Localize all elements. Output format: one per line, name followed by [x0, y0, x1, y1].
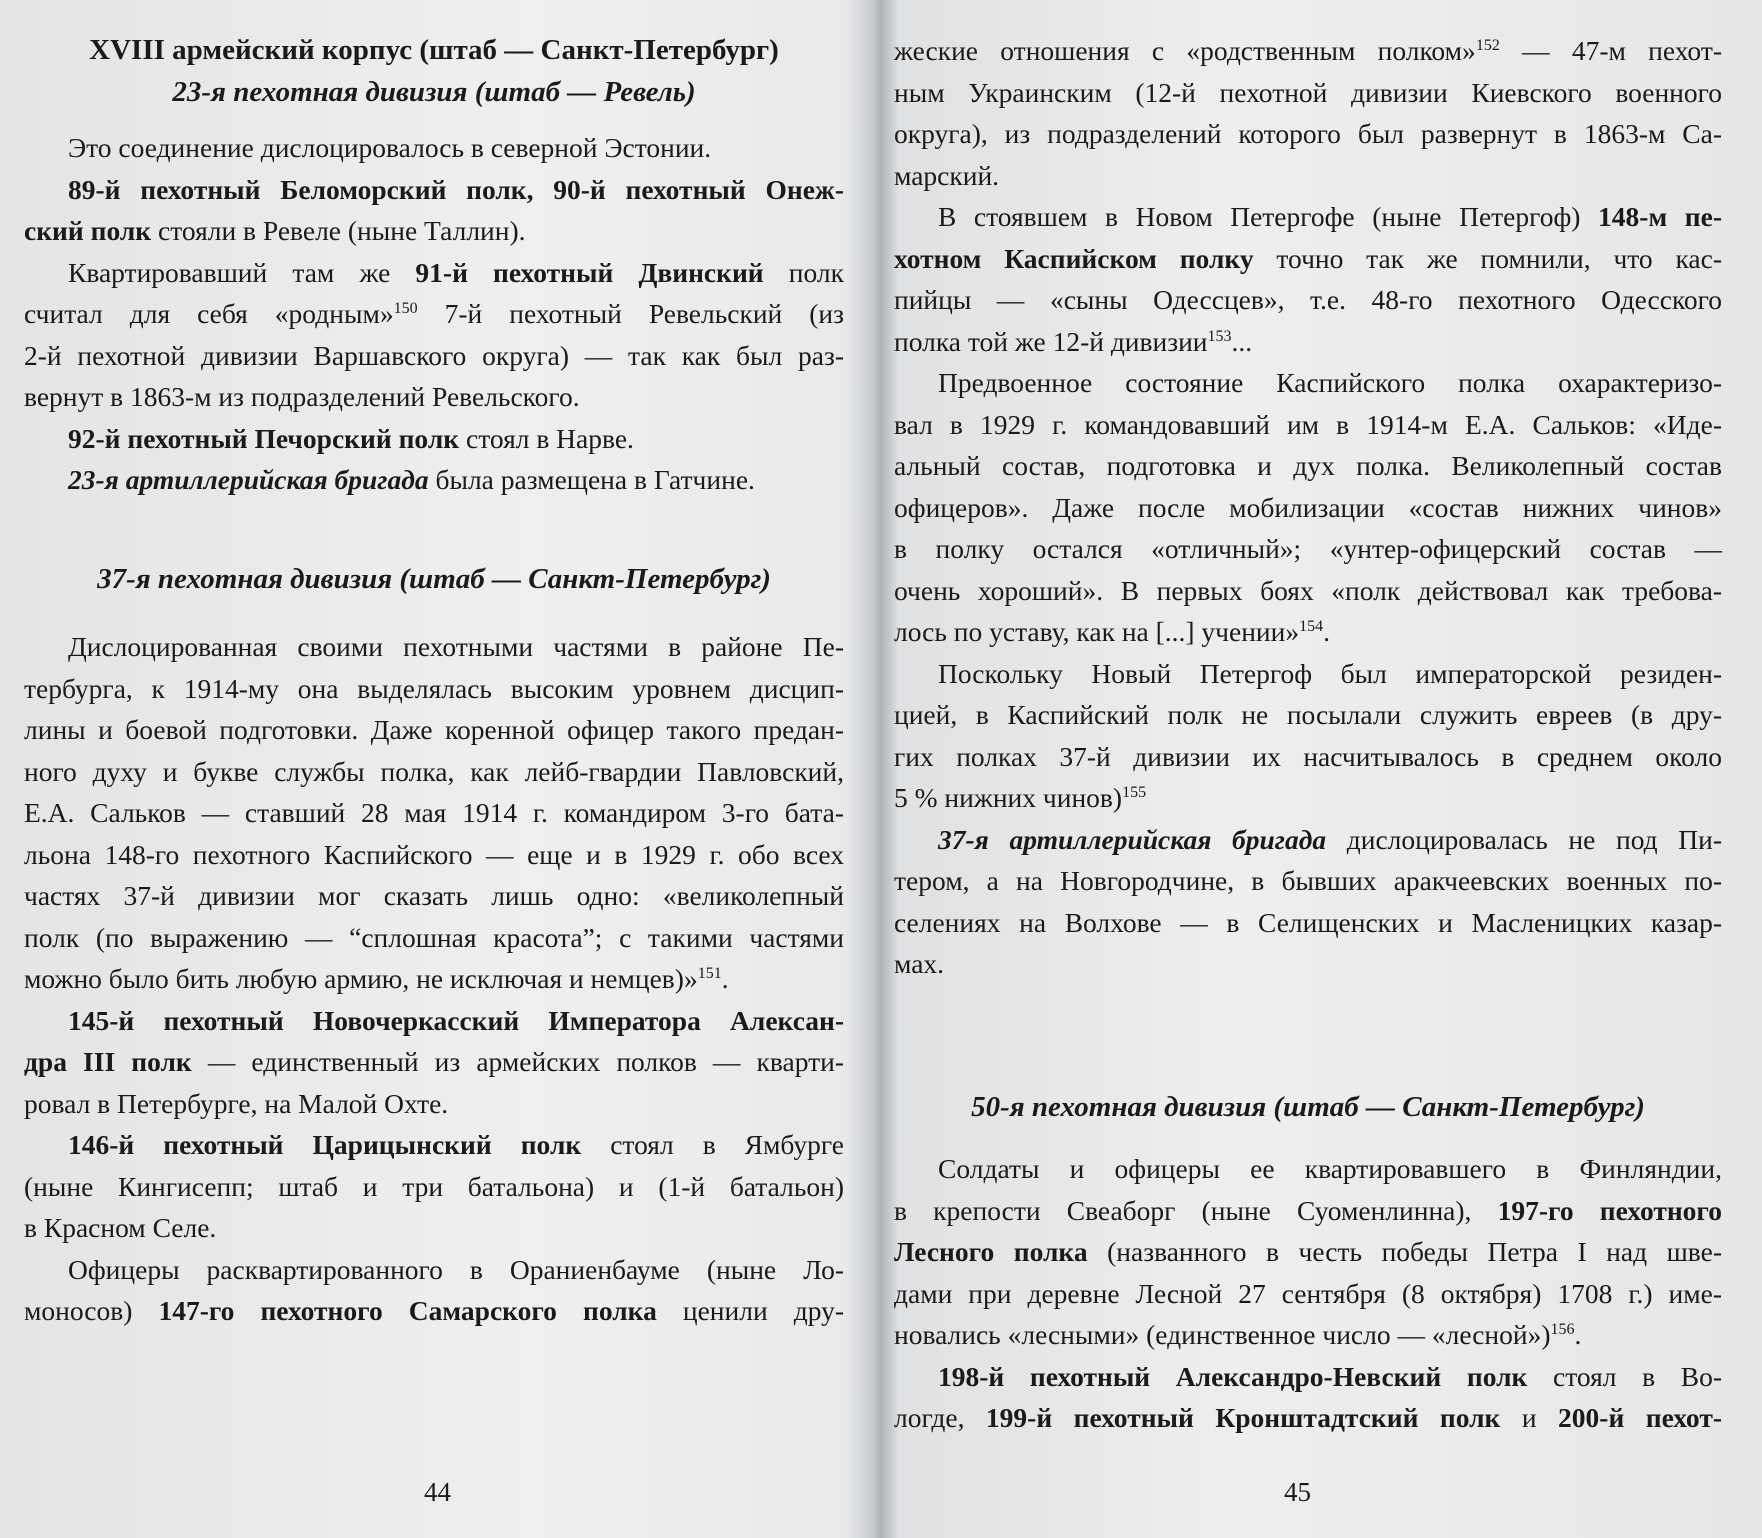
paragraph-line: в полку остался «отличный»; «унтер-офицерский состав — — [894, 533, 1722, 564]
corps-heading: XVIII армейский корпус (штаб — Санкт-Петербург) — [89, 34, 779, 66]
regiment-name: 199-й пехотный Кронштадтский полк — [985, 1402, 1501, 1433]
paragraph-line: дами при деревне Лесной 27 сентября (8 октября) 1708 г.) име- — [894, 1277, 1722, 1309]
paragraph-line: Поскольку Новый Петергоф был императорской резиден- — [938, 657, 1722, 689]
paragraph-line: мах. — [894, 948, 945, 979]
paragraph-line: вал в 1929 г. командовавший им в 1914-м Е.А. Сальков: «Иде- — [894, 408, 1722, 440]
text-run: . — [1574, 1319, 1582, 1350]
paragraph-line: полк (по выражению — “сплошная красота”; с такими частями — [24, 921, 844, 953]
paragraph-line: Это соединение дислоцировалось в северной Эстонии. — [68, 132, 712, 163]
regiment-name: ский полк — [24, 215, 152, 246]
paragraph-line: пийцы — «сыны Одессцев», т.е. 48-го пехотного Одесского — [894, 284, 1722, 315]
paragraph-line: Офицеры расквартированного в Ораниенбауме (ныне Ло- — [68, 1253, 844, 1285]
page-number: 44 — [424, 1477, 451, 1507]
regiment-name: 92-й пехотный Печорский полк — [68, 422, 460, 454]
left-page — [0, 0, 860, 1538]
text-run: 5 % нижних чинов) — [894, 782, 1123, 813]
paragraph-line: В стоявшем в Новом Петергофе (ныне Петергоф) 148-м пе- — [938, 201, 1722, 232]
paragraph-line: 198-й пехотный Александро-Невский полк стоял в Во- — [938, 1360, 1722, 1392]
text-run: лось по уставу, как на [...] учении» — [894, 616, 1300, 647]
regiment-name: 148-м пе- — [1598, 201, 1722, 232]
paragraph-line: селениях на Волхове — в Селищенских и Масленицких казар- — [894, 906, 1722, 938]
paragraph-line: Лесного полка (названного в честь победы Петра I над шве- — [894, 1236, 1722, 1267]
paragraph-line: Е.А. Сальков — ставший 28 мая 1914 г. командиром 3-го бата- — [24, 797, 844, 828]
footnote-ref: 155 — [1122, 784, 1147, 801]
footnote-ref: 156 — [1550, 1321, 1575, 1338]
paragraph-line: жеские отношения с «родственным полком»$^{152}$ — 47-м пехот- — [894, 35, 1722, 66]
paragraph-line: ровал в Петербурге, на Малой Охте. — [24, 1087, 449, 1119]
regiment-name: 146-й пехотный Царицынский полк — [68, 1129, 582, 1160]
brigade-name: 37-я артиллерийская бригада — [938, 823, 1327, 855]
paragraph-line: в Красном Селе. — [24, 1212, 217, 1243]
footnote-ref: 152 — [1475, 37, 1500, 54]
footnote-ref: 151 — [697, 965, 722, 982]
paragraph-line: ский полк стояли в Ревеле (ныне Таллин). — [24, 215, 526, 246]
paragraph-line: хотном Каспийском полку точно так же помнили, что кас- — [894, 242, 1722, 274]
paragraph-line: Солдаты и офицеры ее квартировавшего в Финляндии, — [938, 1153, 1722, 1184]
paragraph-line: лины и боевой подготовки. Даже коренной офицер такого предан- — [24, 714, 844, 745]
paragraph-line: 146-й пехотный Царицынский полк стоял в Ямбурге — [68, 1129, 844, 1160]
paragraph-line: (ныне Кингисепп; штаб и три батальона) и (1-й батальон) — [24, 1170, 844, 1202]
paragraph-line — [894, 611, 1722, 653]
paragraph-line: 92-й пехотный Печорский полк стоял в Нарве. — [68, 422, 634, 454]
regiment-name: 200-й пехот- — [1558, 1402, 1722, 1433]
paragraph-line: 37-я артиллерийская бригада дислоцировалась не под Пи- — [938, 823, 1722, 855]
paragraph-line: льона 148-го пехотного Каспийского — еще и в 1929 г. обо всех — [24, 838, 844, 870]
footnote-ref: 153 — [1207, 327, 1232, 345]
regiment-name: 147-го пехотного Самарского полка — [158, 1295, 657, 1326]
division-23-heading: 23-я пехотная дивизия (штаб — Ревель) — [172, 75, 696, 108]
text-run: можно было бить любую армию, не исключая и немцев)» — [24, 963, 698, 994]
right-page — [874, 0, 1762, 1538]
text-run: полка той же 12-й дивизии — [894, 325, 1208, 357]
paragraph-line: очень хороший». В первых боях «полк действовал как требова- — [894, 574, 1722, 606]
regiment-name: 198-й пехотный Александро-Невский полк — [938, 1360, 1528, 1392]
paragraph-line: логде, 199-й пехотный Кронштадтский полк и 200-й пехот- — [894, 1402, 1722, 1433]
paragraph-line: ным Украинским (12-й пехотной дивизии Киевского военного — [894, 76, 1722, 108]
regiment-name: 197-го пехотного — [1497, 1194, 1722, 1226]
text-run: . — [721, 963, 729, 994]
regiment-name: 91-й пехотный Двинский — [415, 256, 764, 288]
regiment-name: Лесного полка — [894, 1236, 1088, 1267]
text-run: . — [1323, 616, 1330, 647]
paragraph-line: считал для себя «родным»$^{150}$ 7-й пехотный Ревельский (из — [24, 298, 844, 329]
footnote-ref: 150 — [393, 300, 418, 317]
paragraph-line — [894, 321, 1722, 363]
footnote-ref: 154 — [1299, 618, 1324, 635]
paragraph-line — [24, 958, 844, 1000]
paragraph-line: в крепости Свеаборг (ныне Суоменлинна), 197-го пехотного — [894, 1194, 1722, 1226]
paragraph-line: гих полках 37-й дивизии их насчитывалось в среднем около — [894, 740, 1722, 772]
paragraph-line — [24, 1000, 844, 1042]
paragraph-line: частях 37-й дивизии мог сказать лишь одно: «великолепный — [24, 880, 844, 911]
paragraph-line: цией, в Каспийский полк не посылали служить евреев (в дру- — [894, 699, 1722, 730]
regiment-name: дра III полк — [24, 1046, 192, 1077]
paragraph-line: Предвоенное состояние Каспийского полка охарактеризо- — [938, 367, 1722, 398]
text-run: новались «лесными» (единственное число — «лесной») — [894, 1319, 1551, 1350]
paragraph-line: тером, а на Новгородчине, в бывших аракчеевских военных по- — [894, 865, 1722, 896]
paragraph-line: Дислоцированная своими пехотными частями в районе Пе- — [68, 631, 844, 662]
paragraph-line: вернут в 1863-м из подразделений Ревельского. — [24, 381, 580, 412]
brigade-name: 23-я артиллерийская бригада — [68, 464, 429, 495]
division-37-heading: 37-я пехотная дивизия (штаб — Санкт-Петербург) — [97, 562, 771, 595]
division-50-heading: 50-я пехотная дивизия (штаб — Санкт-Петербург) — [971, 1090, 1645, 1123]
paragraph-line — [24, 169, 844, 211]
paragraph-line: 2-й пехотной дивизии Варшавского округа) — так как был раз- — [24, 339, 844, 371]
paragraph-line — [894, 1314, 1722, 1356]
paragraph-line: офицеров». Даже после мобилизации «состав нижних чинов» — [894, 491, 1722, 523]
paragraph-line: моносов) 147-го пехотного Самарского полка ценили дру- — [24, 1295, 844, 1326]
paragraph-line: тербурга, к 1914-му она выделялась высоким уровнем дисцип- — [24, 672, 844, 704]
paragraph-line: дра III полк — единственный из армейских полков — кварти- — [24, 1046, 844, 1077]
paragraph-line: 23-я артиллерийская бригада была размещена в Гатчине. — [68, 464, 755, 495]
paragraph-line: Квартировавший там же 91-й пехотный Двинский полк — [68, 256, 844, 288]
paragraph-line: альный состав, подготовка и дух полка. Великолепный состав — [894, 450, 1722, 481]
paragraph-line: марский. — [894, 159, 1000, 191]
regiment-name: 145-й пехотный Новочеркасский Императора Алексан- — [68, 1004, 844, 1036]
page-number: 45 — [1284, 1477, 1311, 1507]
paragraph-line: округа), из подразделений которого был развернут в 1863-м Са- — [894, 118, 1722, 149]
regiment-name: 89-й пехотный Беломорский полк, 90-й пехотный Онеж- — [68, 173, 844, 205]
regiment-name: хотном Каспийском полку — [894, 242, 1254, 274]
text-run: ... — [1231, 325, 1253, 357]
paragraph-line — [894, 777, 1722, 819]
paragraph-line: ного духу и букве службы полка, как лейб-гвардии Павловский, — [24, 755, 844, 787]
